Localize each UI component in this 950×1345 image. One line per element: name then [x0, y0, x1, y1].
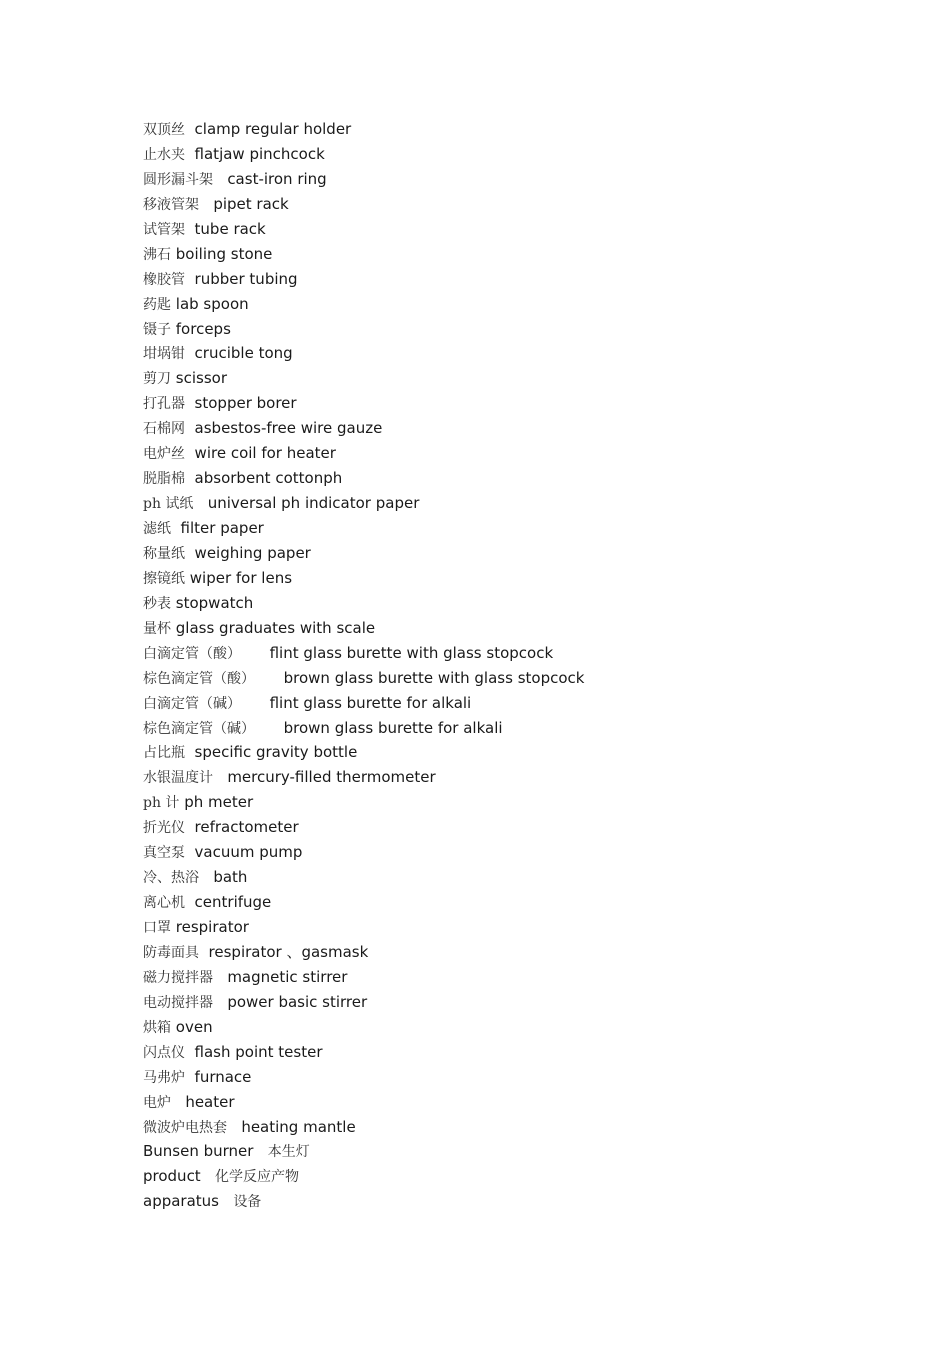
chinese-term: 移液管架 — [143, 196, 199, 213]
english-term: vacuum pump — [194, 843, 303, 862]
chinese-term: 打孔器 — [143, 396, 185, 413]
vocabulary-entry — [143, 790, 584, 815]
term-separator — [185, 1043, 195, 1061]
term-separator — [185, 843, 195, 861]
vocabulary-entry — [143, 366, 584, 391]
chinese-term: 圆形漏斗架 — [143, 171, 213, 188]
vocabulary-list — [143, 117, 584, 1214]
english-term: scissor — [175, 369, 227, 388]
term-separator — [185, 544, 195, 562]
english-term: oven — [175, 1017, 213, 1036]
english-term: specific gravity bottle — [194, 743, 358, 762]
english-term: stopper borer — [194, 394, 297, 413]
chinese-term: 擦镜纸 — [143, 570, 185, 587]
english-term: brown glass burette for alkali — [283, 718, 503, 737]
term-separator — [199, 195, 213, 213]
chinese-term: 剪刀 — [143, 371, 171, 388]
term-separator — [199, 868, 213, 886]
vocabulary-entry — [143, 341, 584, 366]
chinese-term: 电动搅拌器 — [143, 994, 213, 1011]
term-separator — [213, 170, 227, 188]
term-separator — [185, 344, 195, 362]
english-term: boiling stone — [175, 244, 273, 263]
vocabulary-entry — [143, 691, 584, 716]
chinese-term: 离心机 — [143, 895, 185, 912]
vocabulary-entry — [143, 716, 584, 741]
vocabulary-entry — [143, 292, 584, 317]
chinese-term: 滤纸 — [143, 521, 171, 537]
chinese-term: 折光仪 — [143, 820, 185, 837]
english-term: respirator — [175, 918, 249, 936]
english-term: clamp regular holder — [194, 120, 352, 138]
vocabulary-entry — [143, 192, 584, 217]
english-term: magnetic stirrer — [227, 967, 348, 986]
vocabulary-entry — [143, 1115, 584, 1140]
english-term: centrifuge — [194, 893, 272, 912]
term-separator — [171, 519, 181, 537]
english-term: mercury-filled thermometer — [227, 768, 436, 787]
chinese-term: 占比瓶 — [143, 745, 185, 762]
vocabulary-entry — [143, 940, 584, 965]
chinese-term: 冷、热浴 — [143, 870, 199, 887]
term-separator — [185, 394, 195, 412]
vocabulary-entry — [143, 1040, 584, 1065]
english-term: flatjaw pinchcock — [194, 144, 325, 163]
vocabulary-entry — [143, 491, 584, 516]
chinese-term: 防毒面具 — [143, 944, 199, 961]
chinese-term: 化学反应产物 — [215, 1169, 300, 1186]
chinese-term: 电炉丝 — [143, 446, 185, 463]
english-term: heater — [185, 1092, 235, 1111]
english-term: product — [143, 1167, 201, 1186]
chinese-term: 水银温度计 — [143, 770, 213, 787]
english-term: cast-iron ring — [227, 169, 327, 188]
term-separator — [241, 644, 270, 662]
term-separator — [193, 494, 207, 512]
english-term: Bunsen burner — [143, 1142, 254, 1161]
term-separator — [185, 469, 195, 487]
chinese-term: 秒表 — [143, 595, 171, 612]
vocabulary-entry — [143, 1139, 584, 1164]
term-separator — [185, 444, 195, 462]
english-term: absorbent cottonph — [194, 469, 343, 488]
vocabulary-entry — [143, 1164, 584, 1189]
term-separator — [213, 993, 227, 1011]
english-term: asbestos-free wire gauze — [194, 419, 383, 438]
vocabulary-entry — [143, 740, 584, 765]
vocabulary-entry — [143, 815, 584, 840]
vocabulary-entry — [143, 1065, 584, 1090]
english-term: refractometer — [194, 818, 299, 837]
chinese-term: 白滴定管（碱） — [143, 695, 241, 712]
vocabulary-entry — [143, 1090, 584, 1115]
term-separator — [171, 1093, 185, 1111]
vocabulary-entry — [143, 1015, 584, 1040]
english-term: crucible tong — [194, 344, 293, 363]
english-term: furnace — [194, 1067, 252, 1086]
english-term: lab spoon — [175, 294, 249, 313]
chinese-term: 磁力搅拌器 — [143, 969, 213, 986]
english-term: wire coil for heater — [194, 444, 336, 463]
term-separator — [185, 743, 195, 761]
english-term: flash point tester — [194, 1042, 323, 1061]
english-term: stopwatch — [175, 593, 254, 612]
term-separator — [201, 1167, 215, 1185]
term-separator — [213, 968, 227, 986]
chinese-term: 棕色滴定管（酸） — [143, 670, 255, 687]
term-separator — [255, 669, 284, 687]
english-term: tube rack — [194, 219, 266, 238]
chinese-term: 橡胶管 — [143, 271, 185, 288]
vocabulary-entry — [143, 416, 584, 441]
term-separator — [253, 1142, 267, 1160]
english-term: pipet rack — [213, 194, 289, 213]
chinese-term: 马弗炉 — [143, 1069, 185, 1086]
chinese-term: ph 试纸 — [143, 496, 194, 513]
vocabulary-entry — [143, 242, 584, 267]
chinese-term: 本生灯 — [267, 1144, 310, 1161]
vocabulary-entry — [143, 990, 584, 1015]
vocabulary-entry — [143, 915, 584, 940]
term-separator — [185, 270, 195, 288]
vocabulary-entry — [143, 890, 584, 915]
vocabulary-entry — [143, 591, 584, 616]
vocabulary-entry — [143, 516, 584, 541]
english-term: flint glass burette for alkali — [269, 693, 472, 712]
vocabulary-entry — [143, 167, 584, 192]
chinese-term: 石棉网 — [143, 421, 185, 438]
chinese-term: 烘箱 — [143, 1019, 171, 1036]
vocabulary-entry — [143, 965, 584, 990]
english-term: power basic stirrer — [227, 992, 368, 1011]
vocabulary-entry — [143, 267, 584, 292]
vocabulary-entry — [143, 142, 584, 167]
term-separator — [199, 943, 209, 961]
english-term: universal ph indicator paper — [207, 494, 420, 513]
term-separator — [241, 694, 270, 712]
chinese-term: 脱脂棉 — [143, 471, 185, 488]
vocabulary-entry — [143, 666, 584, 691]
vocabulary-entry — [143, 441, 584, 466]
english-term: forceps — [175, 319, 231, 338]
chinese-term: 真空泵 — [143, 845, 185, 862]
term-separator — [185, 1068, 195, 1086]
chinese-term: 电炉 — [143, 1094, 171, 1111]
chinese-term: 量杯 — [143, 620, 171, 637]
term-separator — [185, 220, 195, 238]
vocabulary-entry — [143, 840, 584, 865]
term-separator — [213, 768, 227, 786]
english-term: rubber tubing — [194, 269, 298, 288]
vocabulary-entry — [143, 317, 584, 342]
chinese-term: 沸石 — [143, 246, 171, 263]
term-separator — [185, 120, 195, 138]
term-separator — [227, 1118, 241, 1136]
chinese-term: 微波炉电热套 — [143, 1119, 227, 1136]
english-term: weighing paper — [194, 543, 311, 562]
chinese-term: 试管架 — [143, 221, 185, 238]
chinese-term: 药匙 — [143, 296, 171, 313]
chinese-term: 白滴定管（酸） — [143, 645, 241, 662]
chinese-term: 设备 — [233, 1194, 262, 1211]
english-term: apparatus — [143, 1192, 219, 1211]
term-separator — [255, 719, 284, 737]
chinese-term: 双顶丝 — [143, 122, 185, 138]
vocabulary-entry — [143, 541, 584, 566]
term-separator — [185, 818, 195, 836]
english-term: respirator 、gasmask — [208, 942, 369, 961]
term-separator — [219, 1192, 233, 1210]
chinese-term: 口罩 — [143, 920, 171, 936]
vocabulary-entry — [143, 765, 584, 790]
vocabulary-entry — [143, 616, 584, 641]
vocabulary-entry — [143, 217, 584, 242]
vocabulary-entry — [143, 1189, 584, 1214]
term-separator — [185, 893, 195, 911]
english-term: wiper for lens — [189, 568, 293, 587]
english-term: bath — [213, 868, 248, 887]
english-term: heating mantle — [241, 1117, 356, 1136]
chinese-term: 止水夹 — [143, 146, 185, 163]
vocabulary-entry — [143, 391, 584, 416]
vocabulary-entry — [143, 865, 584, 890]
english-term: brown glass burette with glass stopcock — [283, 668, 585, 687]
english-term: ph meter — [184, 793, 254, 812]
english-term: flint glass burette with glass stopcock — [269, 643, 554, 662]
term-separator — [185, 419, 195, 437]
chinese-term: 镊子 — [143, 321, 171, 338]
chinese-term: 坩埚钳 — [143, 346, 185, 363]
english-term: glass graduates with scale — [175, 618, 376, 637]
chinese-term: 闪点仪 — [143, 1044, 185, 1061]
vocabulary-entry — [143, 117, 584, 142]
chinese-term: ph 计 — [143, 795, 180, 812]
chinese-term: 棕色滴定管（碱） — [143, 720, 255, 737]
chinese-term: 称量纸 — [143, 545, 185, 562]
vocabulary-entry — [143, 641, 584, 666]
term-separator — [185, 145, 195, 163]
english-term: filter paper — [180, 519, 264, 537]
vocabulary-entry — [143, 466, 584, 491]
vocabulary-entry — [143, 566, 584, 591]
